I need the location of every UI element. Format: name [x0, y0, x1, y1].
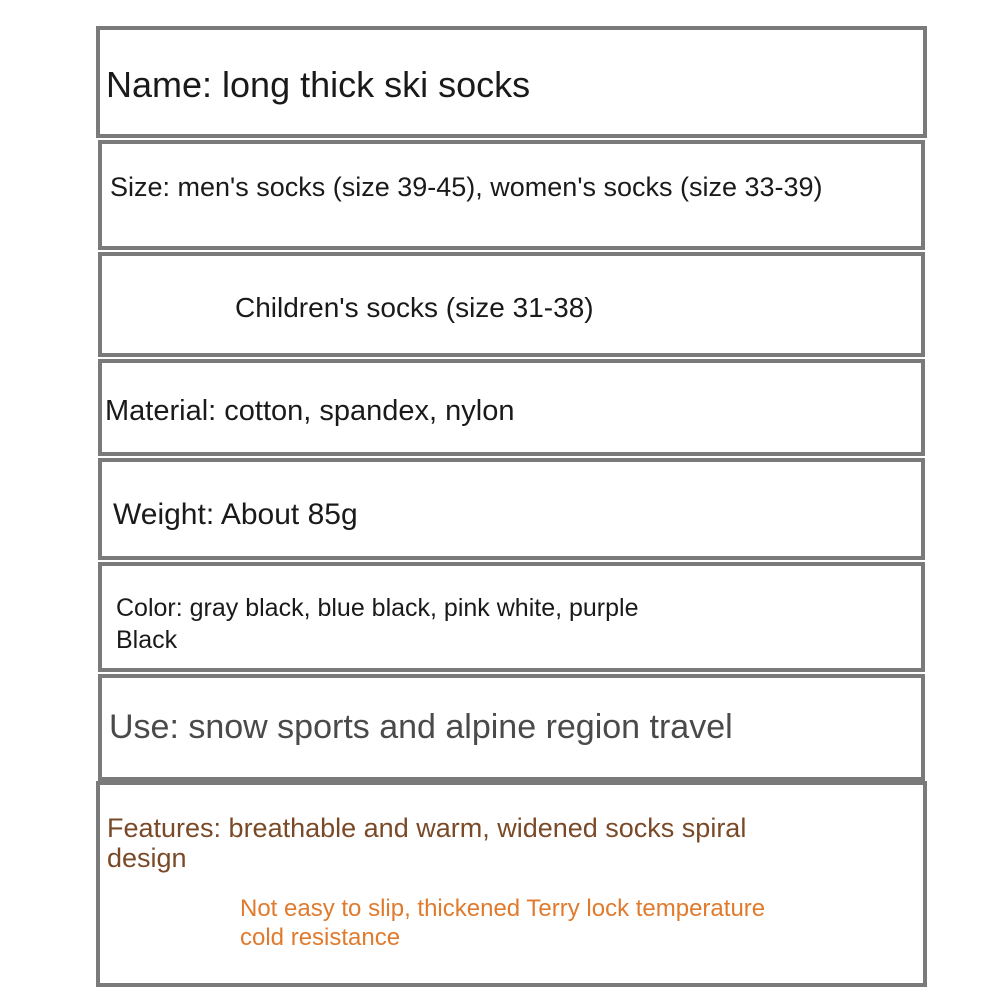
use-text: Use: snow sports and alpine region travel [109, 708, 733, 746]
color-row [98, 562, 925, 672]
children-size-text: Children's socks (size 31-38) [235, 292, 594, 323]
name-row [96, 26, 927, 138]
children-size-row [98, 252, 925, 357]
weight-text: Weight: About 85g [113, 498, 358, 531]
weight-row [98, 458, 925, 560]
features-text-line2: design [107, 843, 187, 873]
size-text: Size: men's socks (size 39-45), women's socks (size 33-39) [110, 172, 823, 202]
color-text-line1: Color: gray black, blue black, pink white, purple [116, 594, 639, 622]
use-row [98, 674, 925, 781]
features-extra-text-line1: Not easy to slip, thickened Terry lock temperature [240, 895, 766, 922]
features-row [96, 781, 927, 987]
material-row [98, 359, 925, 456]
name-text: Name: long thick ski socks [106, 64, 531, 105]
material-text: Material: cotton, spandex, nylon [105, 395, 515, 427]
size-row [98, 140, 925, 250]
features-text-line1: Features: breathable and warm, widened socks spiral [107, 813, 747, 843]
color-text-line2: Black [116, 626, 178, 654]
features-extra-text-line2: cold resistance [240, 924, 401, 951]
